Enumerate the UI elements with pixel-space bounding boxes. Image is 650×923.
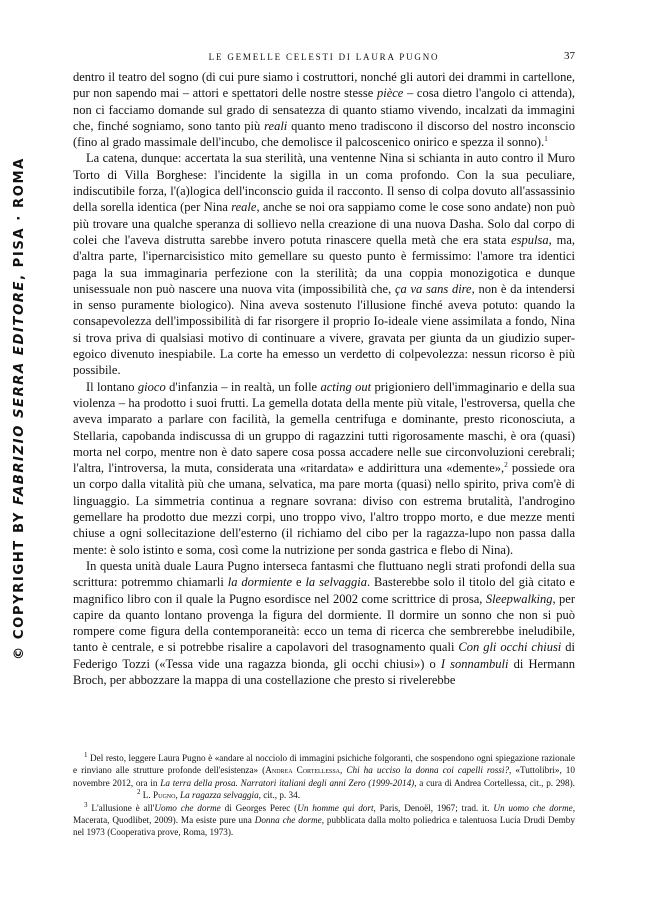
footnotes (73, 752, 575, 839)
page-number: 37 (564, 50, 575, 62)
footnote-3: $^3$ L'allusione è all'Uomo che dorme di Georges Perec (Un homme qui dort, Paris, Denoël, 1967; trad. it. Un uomo che dorme, Macerata, Quodlibet, 2009). Ma esiste pure una Donna che dorme, pubblicata dalla molto poliedrica e talentuosa Lucia Drudi Demby nel 1973 (Cooperativa prove, Roma, 1973). (73, 800, 576, 838)
footnote-1: $^1$ Del resto, leggere Laura Pugno è «andare al nocciolo di immagini psichiche folgoranti, che sospendono ogni spiegazione razionale e rinviano alle strutture profonde dell'esistenza» (Andrea Cortellessa, Chi ha ucciso la donna coi capelli rossi?, «Tuttolibri», 10 novembre 2012, ora in La terra della prosa. Narratori italiani degli anni Zero (1999-2014), a cura di Andrea Cortellessa, cit., p. 298).$^2$ L. Pugno, La ragazza selvaggia, cit., p. 34. (73, 750, 575, 801)
body-text (73, 69, 575, 688)
copyright-sidebar (12, 157, 27, 660)
paragraph-4: In questa unità duale Laura Pugno interseca fantasmi che fluttuano negli strati profondi della sua scrittura: potremmo chiamarli la dormiente e la selvaggia. Basterebbe solo il titolo del già citato e magnifico libro con il quale la Pugno esordisce nel 2002 come scrittrice di prosa, Sleepwalking, per capire da quanto lontano provenga la figura del dormiente. Il dormire un sonno che non si può rompere come figura della contemporaneità: ecco un tema di ricerca che sembrerebbe ineludibile, tanto è centrale, e si potrebbe risalire a capolavori del trasognamento quali Con gli occhi chiusi di Federigo Tozzi («Tessa vide una ragazza bionda, gli occhi chiusi») o I sonnambuli di Hermann Broch, per abbozzare la mappa di una costellazione che presto si rivelerebbe (73, 558, 576, 687)
footnote-number: 2 (137, 788, 141, 797)
paragraph-3: Il lontano gioco d'infanzia – in realtà, un folle acting out prigioniero dell'immaginario e della sua violenza – ha prodotto i suoi frutti. La gemella dotata della mente più vitale, l'estroversa, quella che aveva imparato a parlare con facilità, la gemella centrifuga e dominante, presto riconosciuta, a Stellaria, capobanda indiscussa di un gruppo di ragazzini tutti rigorosamente maschi, è ora (quasi) morta nel corpo, mentre non è dato sapere cosa possa accadere nelle sue circonvoluzioni cerebrali; l'altra, l'introversa, la muta, considerata una «ritardata» e addirittura una «demente»,$^2$ possiede ora un corpo dalla vitalità più che umana, selvatica, ma pare morta (quasi) nello spirito, priva com'è di linguaggio. La simmetria continua a regnare sovrana: diviso con estrema brutalità, l'androgino gemellare ha prodotto due mezzi corpi, uno troppo vivo, l'altro troppo morto, e due mezze menti chiuse a ogni sollecitazione dell'esterno (il richiamo del cibo per la ragazza-lupo non passa dalla mente: è solo istinto e soma, così come la nutrizione per sonda gastrica e flebo di Nina). (73, 379, 575, 557)
footnote-number: 3 (84, 800, 88, 809)
footnote-ref-2[interactable]: 2 (504, 460, 508, 469)
publisher-name: FABRIZIO SERRA EDITORE (12, 280, 27, 505)
paragraph-1: dentro il teatro del sogno (di cui pure siamo i costruttori, nonché gli autori dei drammi in cartellone, pur non sapendo mai – attori e spettatori delle nostre stesse pièce – cosa dietro l'angolo ci attenda), non ci facciamo domande sul grado di sensatezza di quanto stiamo vivendo, incalzati da immagini che, finché sogniamo, sono tanto più reali quanto meno tradiscono il discorso del nostro inconscio (fino al grado massimale dell'incubo, che demolisce il palcoscenico onirico e spezza il sonno).$^1$ (73, 70, 576, 150)
running-head: LE GEMELLE CELESTI DI LAURA PUGNO (208, 52, 440, 62)
copyright-lead: © COPYRIGHT BY (12, 504, 27, 660)
publisher-place: , PISA · ROMA (12, 157, 27, 281)
footnote-ref-1[interactable]: 1 (544, 135, 548, 144)
footnote-2: L. Pugno (142, 790, 176, 801)
footnote-number: 1 (84, 750, 88, 759)
paragraph-2: La catena, dunque: accertata la sua sterilità, una ventenne Nina si schianta in auto contro il Muro Torto di Villa Borghese: l'incidente la sigilla in un coma profondo. Con la sua peculiare, indiscutibile forza, l'(a)logica dell'inconscio guida il racconto. Il senso di colpa dovuto all'assassinio della sorella identica (per Nina reale, anche se noi ora sappiamo come le cose sono andate) non può più trovare una qualche speranza di sollievo nella creazione di una nuova Dasha. Solo dal corpo di colei che l'aveva distrutta sarebbe invero potuta rinascere quella metà che era stata espulsa, ma, d'altra parte, l'ipernarcisistico mito gemellare su questo punto è fermissimo: l'amore tra identici paga la sua immaginaria perfezione con la sterilità; da una coppia monozigotica e dunque unisessuale non può nascere una nuova vita (impossibilità che, ça va sans dire, non è da intendersi in senso puramente biologico). Nina aveva sostenuto l'illusione finché aveva potuto: quando la consapevolezza dell'impossibilità di far risorgere il proprio Io-ideale viene assimilata a fondo, Nina si trova priva di qualsiasi motivo di continuare a vivere, gravata per giunta da un giudizio super-egoico divenuto inespiabile. La corte ha emesso un verdetto di colpevolezza: nessun ricorso è più possibile. (73, 151, 576, 378)
